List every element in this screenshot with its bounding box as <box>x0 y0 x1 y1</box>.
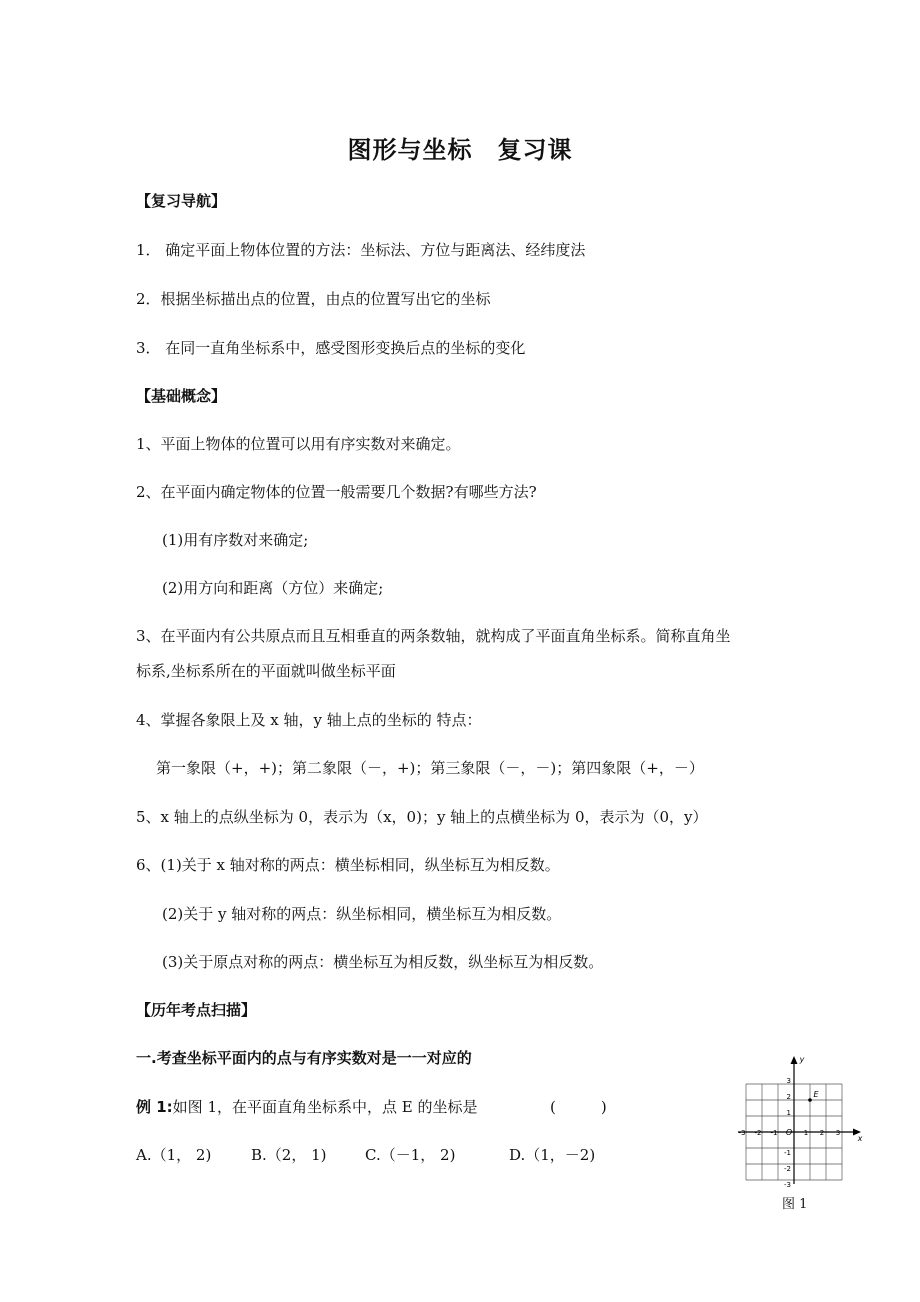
choice-a: A.（1， 2) <box>136 1146 212 1164</box>
y-tick-label: -1 <box>784 1149 791 1157</box>
nav-item-3: 3． 在同一直角坐标系中，感受图形变换后点的坐标的变化 <box>136 339 526 357</box>
concept-line: 1、平面上物体的位置可以用有序实数对来确定。 <box>136 435 461 453</box>
coordinate-figure <box>728 1052 864 1212</box>
x-tick-label: -2 <box>754 1129 762 1137</box>
origin-label: O <box>785 1128 793 1137</box>
scan-heading: 【历年考点扫描】 <box>136 1001 257 1019</box>
example-label: 例 1: <box>136 1098 173 1116</box>
choice-d: D.（1，－2) <box>509 1146 596 1164</box>
concept-line: 3、在平面内有公共原点而且互相垂直的两条数轴，就构成了平面直角坐标系。简称直角坐 <box>136 627 731 645</box>
y-axis-arrow <box>791 1056 798 1064</box>
x-tick-label: 3 <box>835 1129 841 1137</box>
x-axis-label: x <box>857 1134 863 1143</box>
y-tick-label: 2 <box>786 1093 791 1101</box>
concept-line: (1)用有序数对来确定; <box>162 531 309 549</box>
choice-c: C.（－1， 2) <box>365 1146 456 1164</box>
nav-item-2: 2．根据坐标描出点的位置，由点的位置写出它的坐标 <box>136 290 491 308</box>
nav-heading: 【复习导航】 <box>136 192 227 210</box>
x-tick-label: 2 <box>819 1129 825 1137</box>
concept-line: (3)关于原点对称的两点：横坐标互为相反数，纵坐标互为相反数。 <box>162 953 604 971</box>
concept-line: 标系,坐标系所在的平面就叫做坐标平面 <box>136 662 396 680</box>
section-1-heading: 一.考查坐标平面内的点与有序实数对是一一对应的 <box>136 1049 472 1067</box>
y-axis-label: y <box>799 1055 805 1064</box>
concept-line: 4、掌握各象限上及 x 轴，y 轴上点的坐标的 特点： <box>136 711 482 729</box>
y-tick-label: -2 <box>784 1165 791 1173</box>
page-title: 图形与坐标 复习课 <box>347 136 573 164</box>
concept-line: 2、在平面内确定物体的位置一般需要几个数据?有哪些方法? <box>136 483 537 501</box>
y-tick-label: -3 <box>784 1181 791 1189</box>
concept-line: 5、x 轴上的点纵坐标为 0，表示为（x，0)；y 轴上的点横坐标为 0，表示为（0，y） <box>136 808 708 826</box>
example-1 <box>136 1096 477 1118</box>
example-text: 如图 1，在平面直角坐标系中，点 E 的坐标是 <box>172 1098 478 1116</box>
concept-line: (2)用方向和距离（方位）来确定; <box>162 579 384 597</box>
choice-b: B.（2， 1) <box>251 1146 327 1164</box>
x-tick-label: -3 <box>738 1129 746 1137</box>
concept-line: 6、(1)关于 x 轴对称的两点：横坐标相同，纵坐标互为相反数。 <box>136 856 560 874</box>
concepts-heading: 【基础概念】 <box>136 387 227 405</box>
point-e <box>808 1098 812 1102</box>
concept-line: (2)关于 y 轴对称的两点：纵坐标相同，横坐标互为相反数。 <box>162 905 562 923</box>
point-e-label: E <box>813 1090 819 1099</box>
y-tick-label: 3 <box>786 1077 791 1085</box>
x-tick-label: -1 <box>770 1129 778 1137</box>
concept-line: 第一象限（+，+)；第二象限（－，+)；第三象限（－，－)；第四象限（+，－） <box>156 759 704 777</box>
x-tick-label: 1 <box>803 1129 809 1137</box>
nav-item-1: 1． 确定平面上物体位置的方法：坐标法、方位与距离法、经纬度法 <box>136 241 586 259</box>
answer-blank: ( ) <box>550 1098 607 1116</box>
y-tick-label: 1 <box>786 1109 791 1117</box>
figure-caption: 图 1 <box>782 1197 808 1212</box>
